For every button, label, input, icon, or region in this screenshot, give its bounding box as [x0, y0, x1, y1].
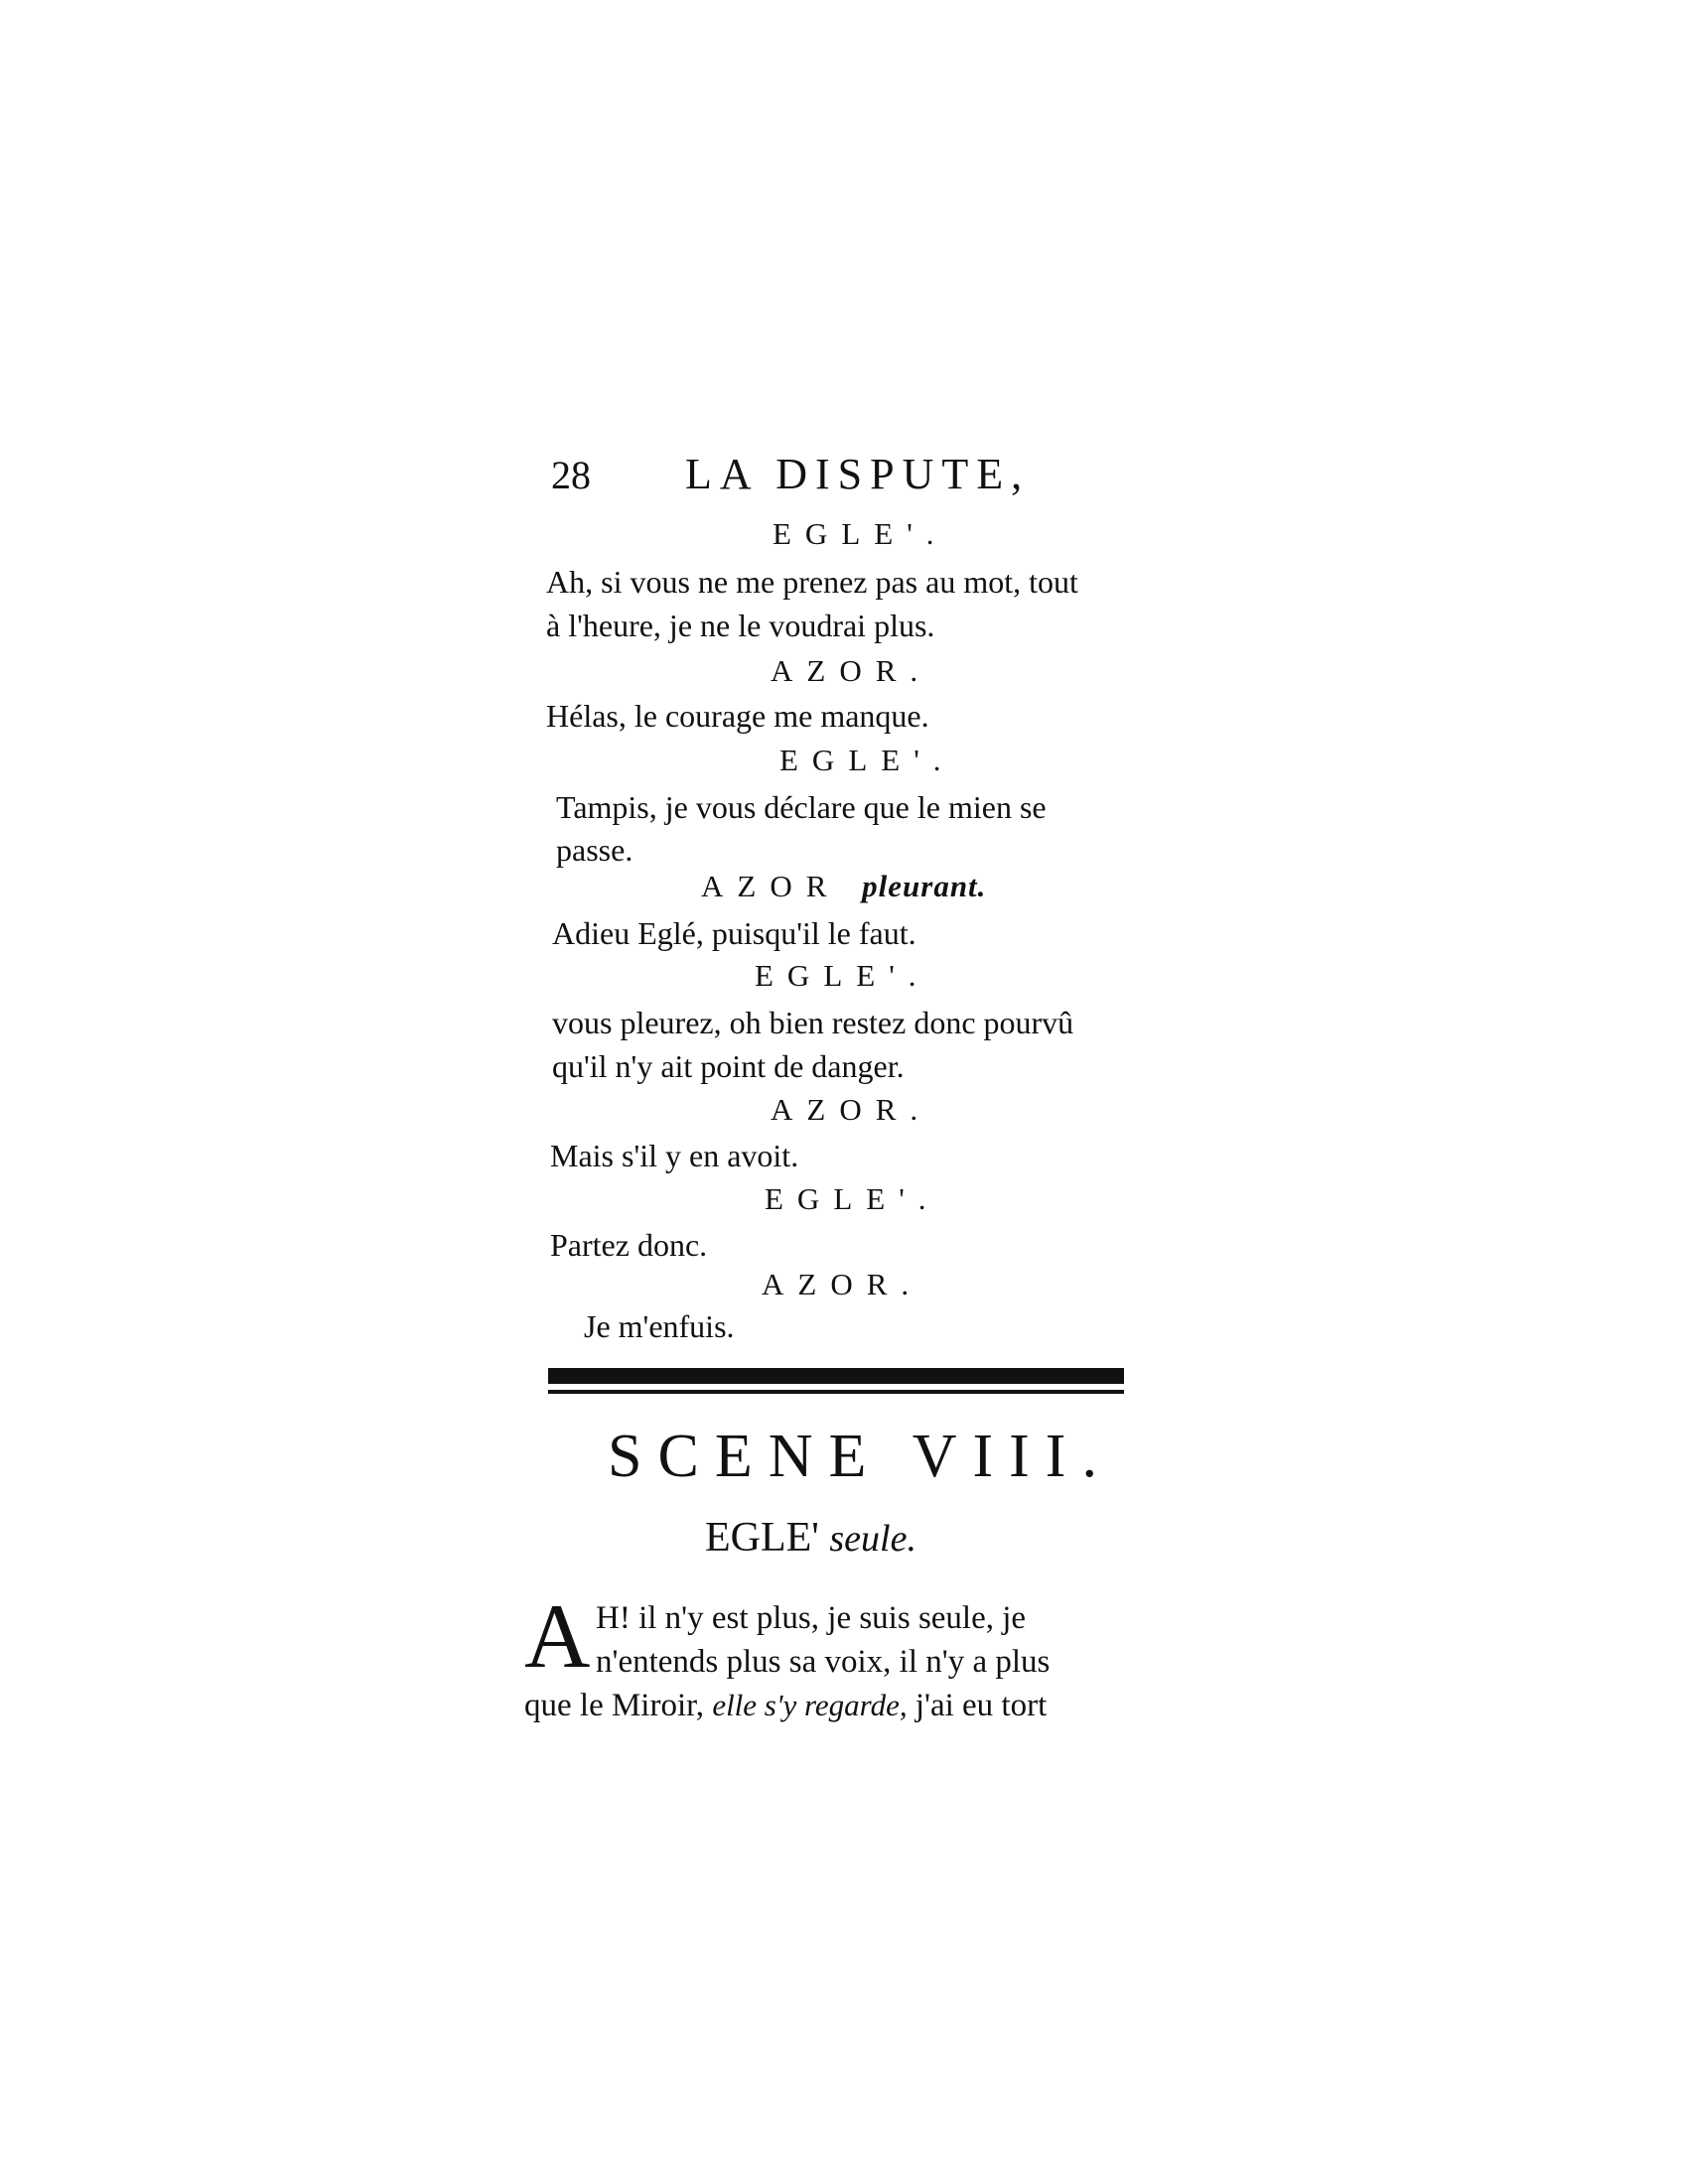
scene-title: SCENE VIII. — [608, 1423, 1113, 1490]
stage-direction: elle s'y regarde, — [712, 1688, 908, 1722]
ornament-rule — [548, 1368, 1124, 1384]
speaker-name: AZOR — [701, 869, 841, 903]
stage-direction: seule. — [829, 1518, 916, 1560]
dialogue-line: Adieu Eglé, puisqu'il le faut. — [552, 915, 916, 951]
body-text: j'ai eu tort — [914, 1688, 1048, 1723]
dialogue-line: Partez donc. — [550, 1227, 708, 1263]
dialogue-line: qu'il n'y ait point de danger. — [552, 1048, 905, 1084]
speaker-azor-2 — [701, 869, 986, 904]
dialogue-line: passe. — [556, 832, 633, 868]
speaker-egle-1: EGLE'. — [773, 516, 948, 551]
dialogue-line: Hélas, le courage me manque. — [546, 698, 929, 734]
body-line — [524, 1688, 1047, 1724]
dialogue-line: Ah, si vous ne me prenez pas au mot, tout — [546, 564, 1078, 600]
dialogue-line: Mais s'il y en avoit. — [550, 1138, 799, 1173]
dialogue-line: Tampis, je vous déclare que le mien se — [556, 789, 1047, 825]
character-name: EGLE' — [705, 1515, 819, 1561]
body-text: que le Miroir, — [524, 1688, 705, 1723]
body-line: H! il n'y est plus, je suis seule, je — [596, 1600, 1027, 1636]
dialogue-line: Je m'enfuis. — [584, 1308, 735, 1344]
dialogue-line: à l'heure, je ne le voudrai plus. — [546, 608, 935, 643]
speaker-azor-4: AZOR. — [762, 1267, 923, 1301]
drop-cap: A — [524, 1585, 591, 1687]
stage-direction: pleurant. — [862, 869, 987, 903]
speaker-egle-2: EGLE'. — [779, 743, 955, 777]
speaker-egle-3: EGLE'. — [755, 958, 930, 993]
speaker-egle-4: EGLE'. — [765, 1181, 940, 1216]
body-line: n'entends plus sa voix, il n'y a plus — [596, 1644, 1051, 1680]
page-number: 28 — [551, 453, 591, 497]
speaker-azor-1: AZOR. — [771, 653, 932, 688]
scene-character — [705, 1514, 916, 1562]
ornament-rule-thin — [548, 1390, 1124, 1394]
speaker-azor-3: AZOR. — [771, 1092, 932, 1127]
running-title: LA DISPUTE, — [685, 450, 1031, 498]
dialogue-line: vous pleurez, oh bien restez donc pourvû — [552, 1005, 1074, 1040]
